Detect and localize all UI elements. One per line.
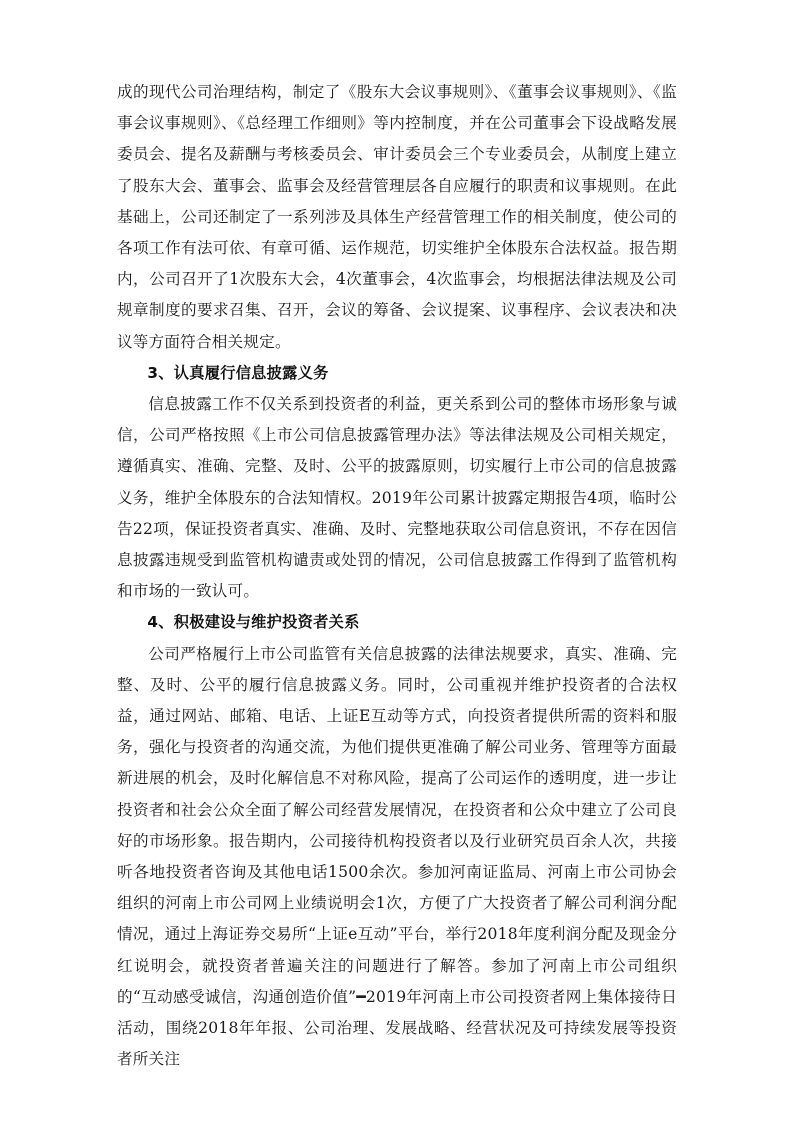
paragraph-investor-relations: 公司严格履行上市公司监管有关信息披露的法律法规要求，真实、准确、完整、及时、公平的履行信息披露义务。同时，公司重视并维护投资者的合法权益，通过网站、邮箱、电话、上证E互动等方式，向投资者提供所需的资料和服务，强化与投资者的沟通交流，为他们提供更准确了解公司业务、管理等方面最新进展的机会，及时化解信息不对称风险，提高了公司运作的透明度，进一步让投资者和社会公众全面了解公司经营发展情况，在投资者和公众中建立了公司良好的市场形象。报告期内，公司接待机构投资者以及行业研究员百余人次，共接听各地投资者咨询及其他电话1500余次。参加河南证监局、河南上市公司协会组织的河南上市公司网上业绩说明会1次，方便了广大投资者了解公司利润分配情况，通过上海证券交易所“上证e互动”平台，举行2018年度利润分配及现金分红说明会，就投资者普遍关注的问题进行了解答。参加了河南上市公司组织的“互动感受诚信，沟通创造价值”━2019年河南上市公司投资者网上集体接待日活动，围绕2018年年报、公司治理、发展战略、经营状况及可持续发展等投资者所关注 (117, 644, 677, 1069)
paragraph-governance-structure: 成的现代公司治理结构，制定了《股东大会议事规则》、《董事会议事规则》、《监事会议事规则》、《总经理工作细则》等内控制度，并在公司董事会下设战略发展委员会、提名及薪酬与考核委员会、审计委员会三个专业委员会，从制度上建立了股东大会、董事会、监事会及经营管理层各自应履行的职责和议事规则。在此基础上，公司还制定了一系列涉及具体生产经营管理工作的相关制度，使公司的各项工作有法可依、有章可循、运作规范，切实维护全体股东合法权益。报告期内，公司召开了1次股东大会，4次董事会，4次监事会，均根据法律法规及公司规章制度的要求召集、召开，会议的筹备、会议提案、议事程序、会议表决和决议等方面符合相关规定。 (117, 83, 677, 351)
document-body (117, 77, 677, 1076)
section-heading-investor-relations: 4、积极建设与维护投资者关系 (147, 613, 360, 632)
section-heading-information-disclosure: 3、认真履行信息披露义务 (147, 363, 329, 382)
paragraph-information-disclosure: 信息披露工作不仅关系到投资者的利益，更关系到公司的整体市场形象与诚信，公司严格按照《上市公司信息披露管理办法》等法律法规及公司相关规定，遵循真实、准确、完整、及时、公平的披露原则，切实履行上市公司的信息披露义务，维护全体股东的合法知情权。2019年公司累计披露定期报告4项，临时公告22项，保证投资者真实、准确、及时、完整地获取公司信息资讯，不存在因信息披露违规受到监管机构谴责或处罚的情况，公司信息披露工作得到了监管机构和市场的一致认可。 (117, 395, 677, 601)
